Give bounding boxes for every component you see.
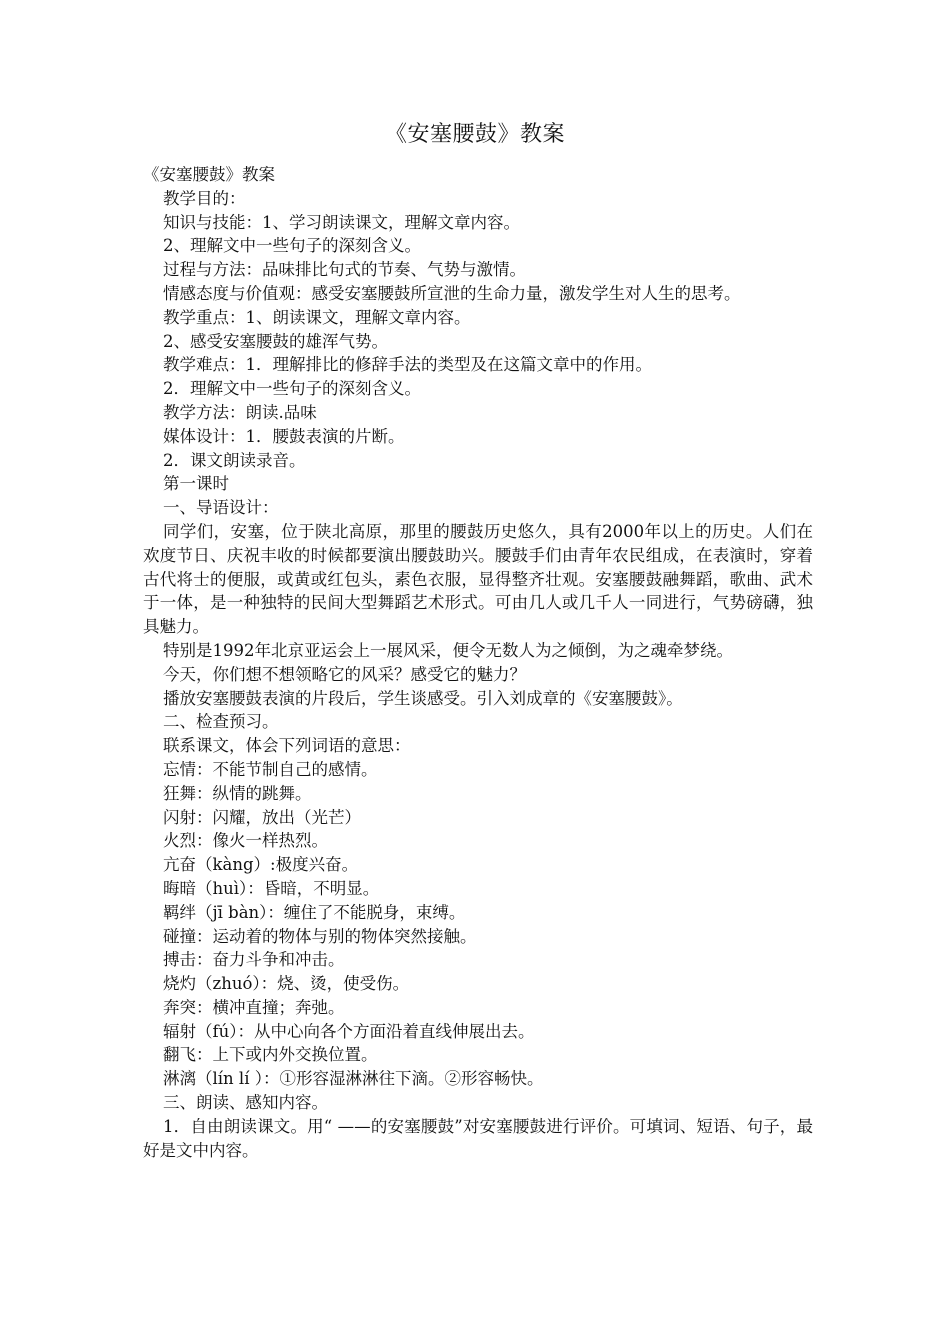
paragraph: 今天，你们想不想领略它的风采？感受它的魅力？: [163, 664, 526, 684]
paragraph: 亢奋（kàng）:极度兴奋。: [163, 855, 359, 875]
paragraph: 联系课文，体会下列词语的意思：: [163, 736, 411, 756]
paragraph: 2．课文朗读录音。: [163, 450, 306, 470]
paragraph: 过程与方法：品味排比句式的节奏、气势与激情。: [163, 260, 526, 280]
paragraph: 2、感受安塞腰鼓的雄浑气势。: [163, 331, 388, 351]
paragraph: 淋漓（lín lí ）：①形容湿淋淋往下滴。②形容畅快。: [163, 1069, 544, 1089]
paragraph: 翻飞：上下或内外交换位置。: [163, 1045, 378, 1065]
paragraph: 教学目的：: [163, 188, 246, 208]
paragraph: 媒体设计：1．腰鼓表演的片断。: [163, 426, 405, 446]
paragraph: 2、理解文中一些句子的深刻含义。: [163, 236, 421, 256]
paragraph: 播放安塞腰鼓表演的片段后，学生谈感受。引入刘成章的《安塞腰鼓》。: [163, 688, 683, 708]
paragraph: 狂舞：纵情的跳舞。: [163, 783, 312, 803]
paragraph: 羁绊（jī bàn）：缠住了不能脱身，束缚。: [163, 902, 466, 922]
paragraph: 辐射（fú）：从中心向各个方面沿着直线伸展出去。: [163, 1021, 535, 1041]
paragraph: 碰撞：运动着的物体与别的物体突然接触。: [163, 926, 477, 946]
paragraph: 2．理解文中一些句子的深刻含义。: [163, 379, 421, 399]
paragraph: 情感态度与价值观：感受安塞腰鼓所宣泄的生命力量，激发学生对人生的思考。: [163, 283, 741, 303]
paragraph: 火烈：像火一样热烈。: [163, 831, 328, 851]
paragraph: 闪射：闪耀，放出（光芒）: [163, 807, 361, 827]
paragraph: 教学重点：1、朗读课文，理解文章内容。: [163, 307, 471, 327]
document-body: [143, 163, 813, 1162]
paragraph: 搏击：奋力斗争和冲击。: [163, 950, 345, 970]
document-title: 《安塞腰鼓》教案: [384, 122, 565, 147]
paragraph: 一、导语设计：: [163, 498, 279, 518]
paragraph: 特别是1992年北京亚运会上一展风采，便令无数人为之倾倒，为之魂牵梦绕。: [163, 640, 733, 660]
paragraph-heading: 《安塞腰鼓》教案: [143, 165, 275, 184]
paragraph: 晦暗（huì）：昏暗，不明显。: [163, 878, 380, 898]
paragraph: 同学们，安塞，位于陕北高原，那里的腰鼓历史悠久，具有2000年以上的历史。人们在欢度节日、庆祝丰收的时候都要演出腰鼓助兴。腰鼓手们由青年农民组成，在表演时，穿着古代将士的便服，或黄或红包头，素色衣服，显得整齐壮观。安塞腰鼓融舞蹈，歌曲、武术于一体，是一种独特的民间大型舞蹈艺术形式。可由几人或几千人一同进行，气势磅礴，独具魅力。: [143, 521, 813, 637]
paragraph: 二、检查预习。: [163, 712, 279, 732]
paragraph: 烧灼（zhuó）：烧、烫，使受伤。: [163, 974, 410, 994]
paragraph: 忘情：不能节制自己的感情。: [163, 759, 378, 779]
paragraph: 知识与技能：1、学习朗读课文，理解文章内容。: [163, 212, 520, 232]
paragraph: 第一课时: [163, 474, 229, 494]
paragraph: 三、朗读、感知内容。: [163, 1093, 328, 1113]
paragraph: 1．自由朗读课文。用“ ——的安塞腰鼓”对安塞腰鼓进行评价。可填词、短语、句子，最好是文中内容。: [143, 1116, 813, 1160]
paragraph: 教学难点：1．理解排比的修辞手法的类型及在这篇文章中的作用。: [163, 355, 652, 375]
paragraph: 奔突：横冲直撞；奔弛。: [163, 997, 345, 1017]
paragraph: 教学方法：朗读.品味: [163, 402, 317, 422]
